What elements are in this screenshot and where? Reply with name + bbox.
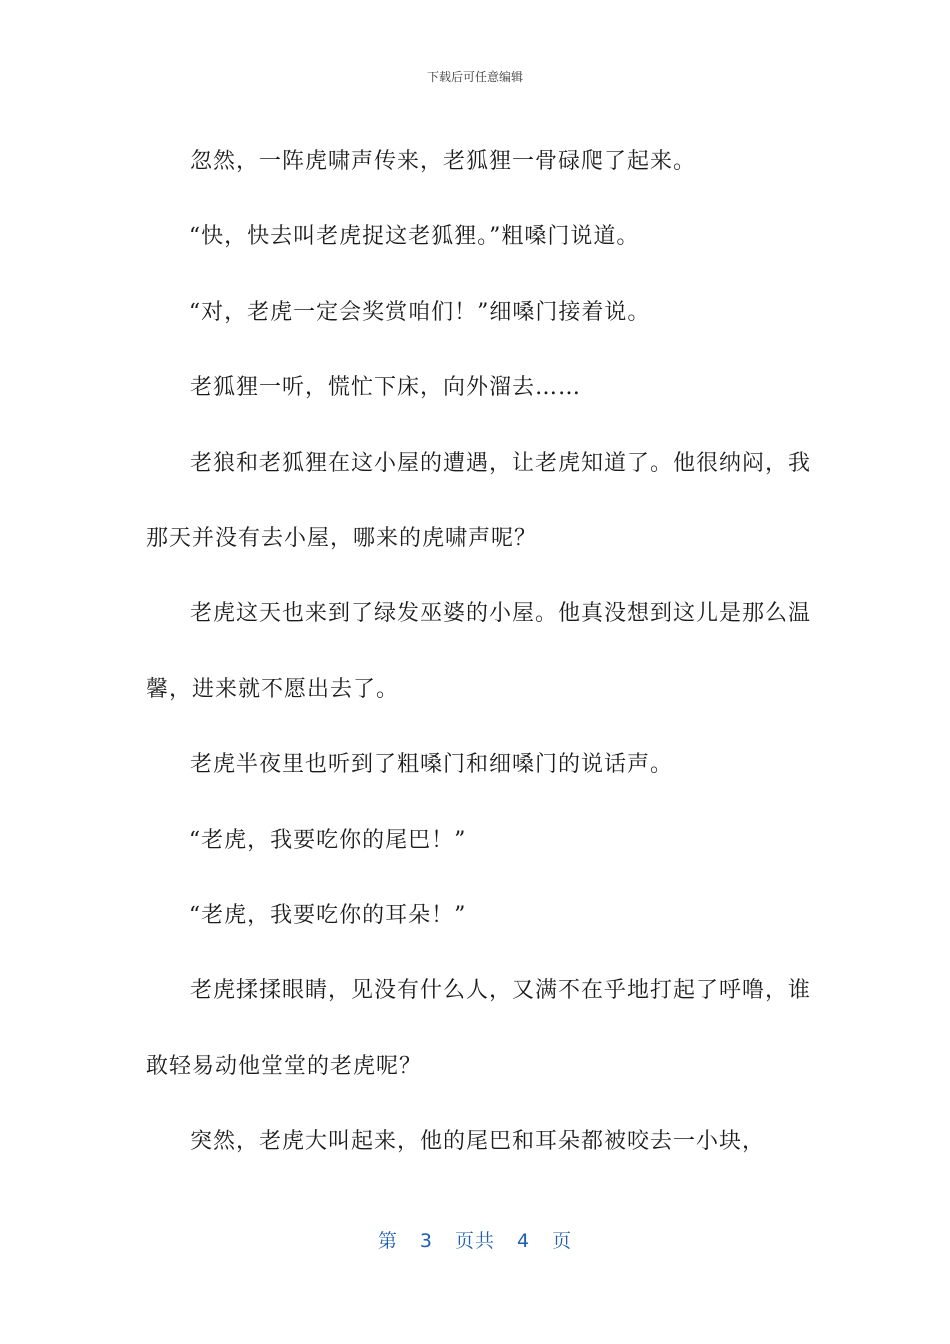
paragraph: “快，快去叫老虎捉这老狐狸。”粗嗓门说道。 [188, 224, 640, 250]
footer-suffix: 页 [552, 1230, 573, 1252]
page-header: 下载后可任意编辑 [426, 70, 523, 84]
paragraph: 老虎揉揉眼睛，见没有什么人，又满不在乎地打起了呼噜，谁敢轻易动他堂堂的老虎呢？ [146, 978, 812, 1079]
paragraph: 老狼和老狐狸在这小屋的遭遇，让老虎知道了。他很纳闷，我那天并没有去小屋，哪来的虎啸声呢？ [146, 450, 812, 552]
footer-current-page: 3 [419, 1230, 433, 1252]
footer-prefix: 第 [377, 1230, 398, 1252]
paragraph: 老虎半夜里也听到了粗嗓门和细嗓门的说话声。 [190, 752, 674, 778]
paragraph: 忽然，一阵虎啸声传来，老狐狸一骨碌爬了起来。 [190, 149, 697, 174]
body-text [146, 124, 811, 1180]
paragraph: 突然，老虎大叫起来，他的尾巴和耳朵都被咬去一小块， [190, 1129, 766, 1155]
paragraph: 老虎这天也来到了绿发巫婆的小屋。他真没想到这儿是那么温馨，进来就不愿出去了。 [146, 601, 812, 702]
paragraph: “老虎，我要吃你的尾巴！” [188, 827, 467, 853]
paragraph: “对，老虎一定会奖赏咱们！”细嗓门接着说。 [188, 299, 651, 325]
footer-middle: 页共 [454, 1230, 495, 1252]
page-footer [0, 1226, 950, 1253]
paragraph: “老虎，我要吃你的耳朵！” [188, 903, 467, 929]
footer-total-pages: 4 [517, 1230, 531, 1252]
paragraph: 老狐狸一听，慌忙下床，向外溜去…… [190, 375, 582, 401]
